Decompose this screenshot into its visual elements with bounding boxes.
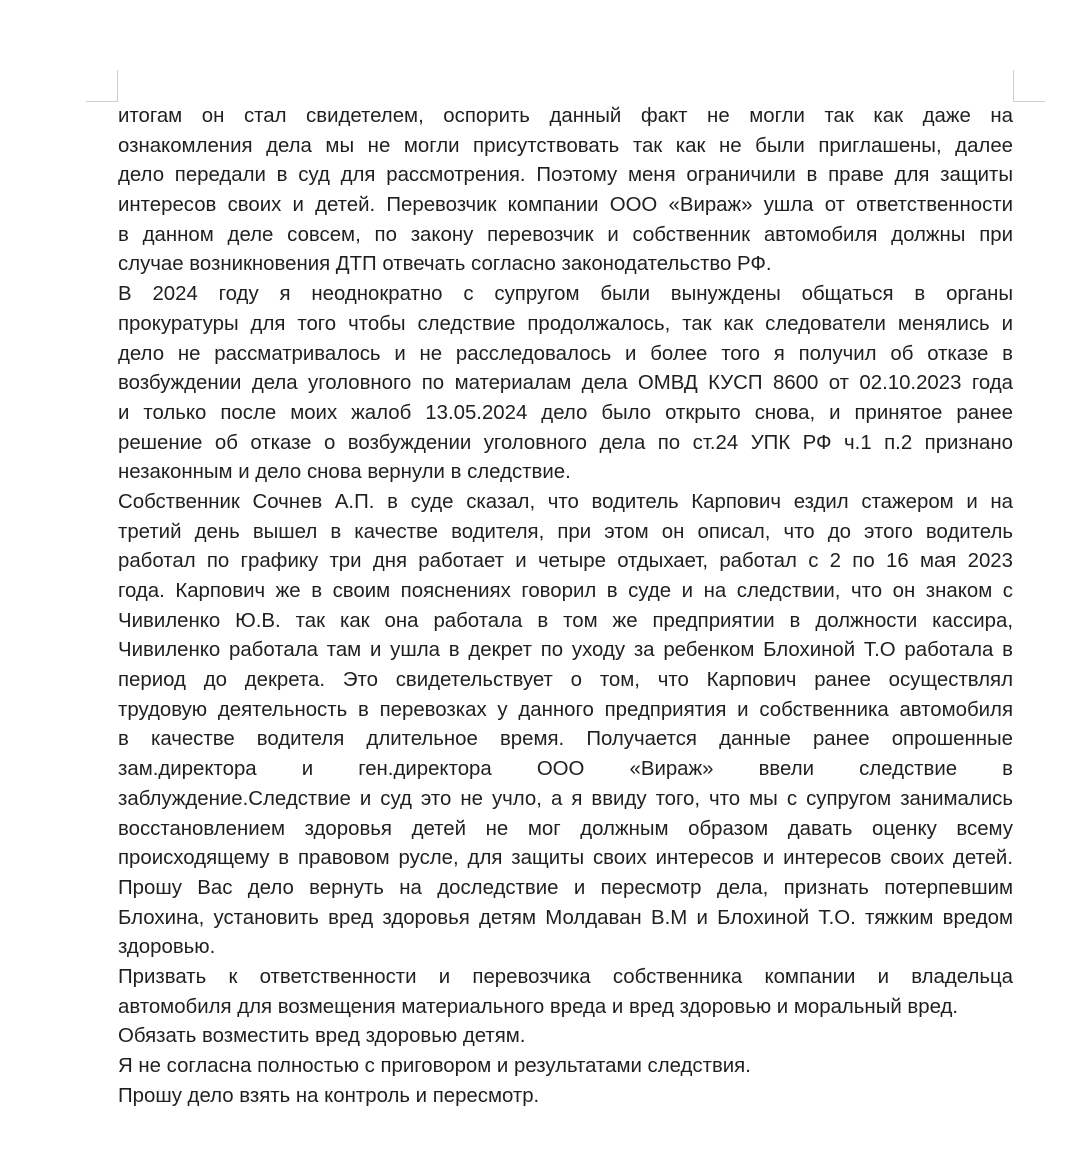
text-line: В 2024 году я неоднократно с супругом были вынуждены общаться в органы	[118, 283, 1013, 306]
text-line: Собственник Сочнев А.П. в суде сказал, что водитель Карпович ездил стажером и на	[118, 490, 1013, 513]
text-line: Обязать возместить вред здоровью детям.	[118, 1025, 526, 1048]
text-line: третий день вышел в качестве водителя, при этом он описал, что до этого водитель	[118, 520, 1013, 543]
text-line: здоровью.	[118, 936, 216, 959]
text-line: восстановлением здоровья детей не мог должным образом давать оценку всему	[118, 817, 1013, 840]
text-line: период до декрета. Это свидетельствует о том, что Карпович ранее осуществлял	[118, 669, 1013, 692]
top-left-margin-mark	[117, 70, 118, 102]
text-line: решение об отказе о возбуждении уголовного дела по ст.24 УПК РФ ч.1 п.2 признано	[118, 431, 1013, 454]
text-line: Прошу Вас дело вернуть на доследствие и пересмотр дела, признать потерпевшим	[118, 876, 1013, 899]
text-line: ознакомления дела мы не могли присутствовать так как не были приглашены, далее	[118, 134, 1013, 157]
text-line: в данном деле совсем, по закону перевозчик и собственник автомобиля должны при	[118, 223, 1013, 246]
document-body	[118, 102, 1013, 1111]
text-line: незаконным и дело снова вернули в следствие.	[118, 461, 571, 484]
text-line: Чивиленко Ю.В. так как она работала в том же предприятии в должности кассира,	[118, 609, 1013, 632]
text-line: Прошу дело взять на контроль и пересмотр.	[118, 1084, 540, 1107]
text-line: Чивиленко работала там и ушла в декрет по уходу за ребенком Блохиной Т.О работала в	[118, 639, 1013, 662]
text-line: года. Карпович же в своим пояснениях говорил в суде и на следствии, что он знаком с	[118, 580, 1013, 602]
text-line: происходящему в правовом русле, для защиты своих интересов и интересов своих детей.	[118, 847, 1013, 870]
text-line: трудовую деятельность в перевозках у данного предприятия и собственника автомобиля	[118, 698, 1013, 721]
text-line: автомобиля для возмещения материального вреда и вред здоровью и моральный вред.	[118, 995, 959, 1018]
text-line: случае возникновения ДТП отвечать согласно законодательство РФ.	[118, 253, 772, 276]
text-line: Призвать к ответственности и перевозчика собственника компании и владельца	[118, 965, 1013, 988]
text-line: работал по графику три дня работает и четыре отдыхает, работал с 2 по 16 мая 2023	[118, 550, 1013, 573]
text-line: Блохина, установить вред здоровья детям Молдаван В.М и Блохиной Т.О. тяжким вредом	[118, 906, 1013, 929]
text-line: заблуждение.Следствие и суд это не учло, а я ввиду того, что мы с супругом занимались	[118, 787, 1013, 810]
text-line: зам.директора и ген.директора ООО «Вираж» ввели следствие в	[118, 758, 1013, 781]
text-line: дело передали в суд для рассмотрения. Поэтому меня ограничили в праве для защиты	[118, 164, 1013, 187]
text-line: Я не согласна полностью с приговором и результатами следствия.	[118, 1055, 751, 1077]
text-line: в качестве водителя длительное время. Получается данные ранее опрошенные	[118, 728, 1013, 751]
top-right-margin-mark	[1013, 70, 1014, 102]
text-line: итогам он стал свидетелем, оспорить данный факт не могли так как даже на	[118, 105, 1013, 127]
top-left-margin-mark	[86, 101, 118, 102]
text-line: и только после моих жалоб 13.05.2024 дело было открыто снова, и принятое ранее	[118, 401, 1013, 424]
text-line: прокуратуры для того чтобы следствие продолжалось, так как следователи менялись и	[118, 312, 1013, 335]
top-right-margin-mark	[1013, 101, 1045, 102]
text-line: возбуждении дела уголовного по материалам дела ОМВД КУСП 8600 от 02.10.2023 года	[118, 372, 1013, 395]
text-line: дело не рассматривалось и не расследовалось и более того я получил об отказе в	[118, 342, 1013, 365]
text-line: интересов своих и детей. Перевозчик компании ООО «Вираж» ушла от ответственности	[118, 194, 1013, 217]
